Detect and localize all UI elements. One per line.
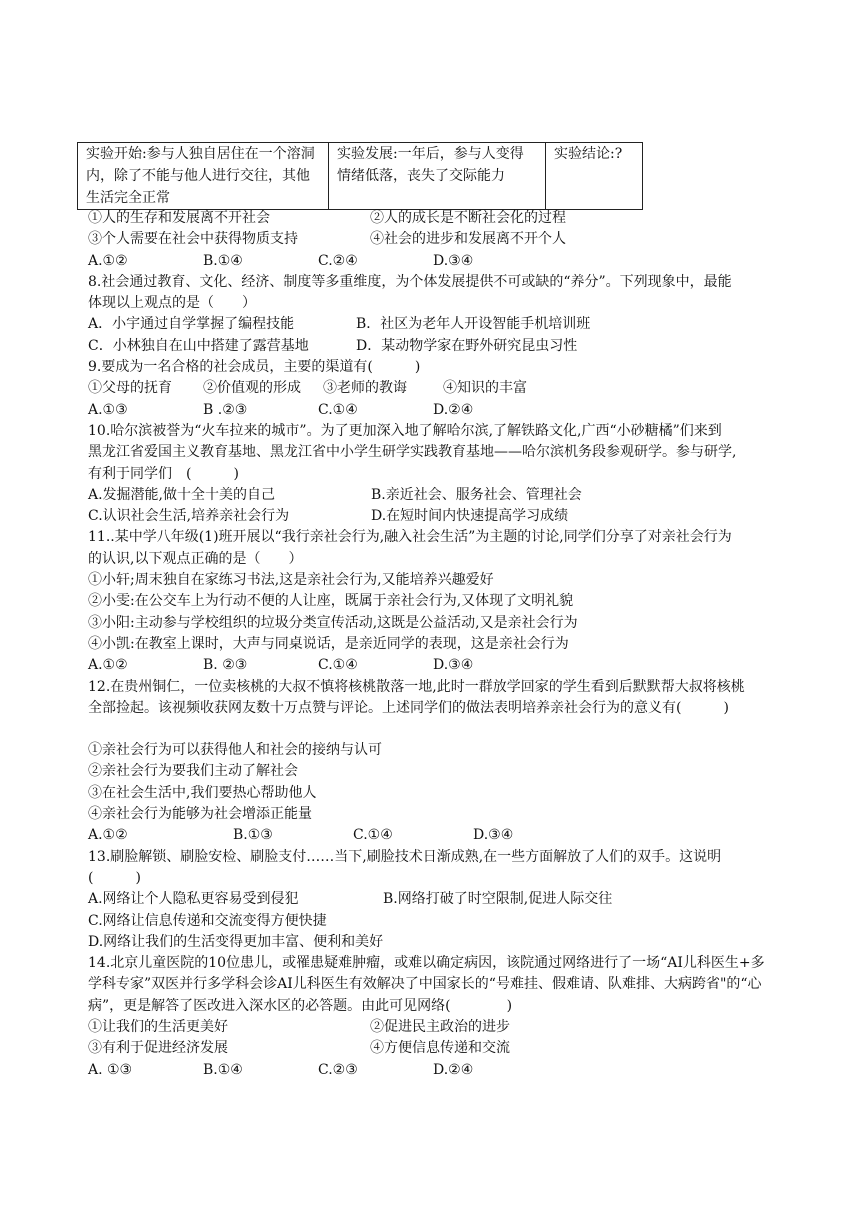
line-segment: B.①④ <box>203 252 243 269</box>
line-segment: D.③④ <box>473 827 514 844</box>
text-line <box>88 527 788 548</box>
text-line <box>88 974 788 995</box>
line-segment: ②促进民主政治的进步 <box>370 1018 510 1035</box>
line-segment: B.亲近社会、服务社会、管理社会 <box>371 486 582 503</box>
line-segment: ④知识的丰富 <box>443 380 527 397</box>
text-line <box>88 847 788 868</box>
text-line <box>88 1038 788 1059</box>
text-line <box>88 996 788 1017</box>
text-line <box>88 314 788 335</box>
line-segment: ④亲社会行为能够为社会增添正能量 <box>88 806 312 823</box>
text-line <box>88 655 788 676</box>
line-segment: B．社区为老年人开设智能手机培训班 <box>356 316 591 333</box>
text-line <box>88 889 788 910</box>
line-segment: D．某动物学家在野外研究昆虫习性 <box>356 337 578 354</box>
line-segment: ①让我们的生活更美好 <box>88 1018 228 1035</box>
line-segment: B.①④ <box>203 1061 243 1078</box>
text-line <box>88 229 788 250</box>
line-segment: B. ②③ <box>203 657 248 674</box>
line-segment: C．小林独自在山中搭建了露营基地 <box>88 337 309 354</box>
text-line <box>88 677 788 698</box>
line-segment: 的认识,以下观点正确的是（ ） <box>88 550 303 567</box>
text-line <box>88 357 788 378</box>
line-segment: D.②④ <box>433 401 474 418</box>
line-segment: ③个人需要在社会中获得物质支持 <box>88 231 298 248</box>
line-segment: ②人的成长是不断社会化的过程 <box>370 210 566 226</box>
line-segment: A．小宇通过自学掌握了编程技能 <box>88 316 295 333</box>
line-segment: C.①④ <box>318 401 358 418</box>
line-segment: 9.要成为一名合格的社会成员，主要的渠道有( ) <box>88 359 421 376</box>
text-line <box>88 698 788 719</box>
experiment-table <box>77 142 643 210</box>
line-segment: B.①③ <box>233 827 273 844</box>
line-segment: 病”，更是解答了医改进入深水区的必答题。由此可见网络( ) <box>88 997 513 1014</box>
text-line <box>88 740 788 761</box>
text-line <box>88 400 788 421</box>
line-segment: ③在社会生活中,我们要热心帮助他人 <box>88 784 317 801</box>
line-segment: A.①② <box>88 657 128 674</box>
line-segment: 黑龙江省爱国主义教育基地、黑龙江省中小学生研学实践教育基地——哈尔滨机务段参观研学。参与研学, <box>88 444 737 461</box>
text-line <box>88 570 788 591</box>
line-segment: A.①② <box>88 827 128 844</box>
line-segment: 12.在贵州铜仁，一位卖核桃的大叔不慎将核桃散落一地,此时一群放学回家的学生看到后默默帮大叔将核桃 <box>88 678 745 695</box>
text-line <box>88 868 788 889</box>
line-segment: D.③④ <box>433 657 474 674</box>
text-line <box>88 251 788 272</box>
line-segment: A. ①③ <box>88 1061 133 1078</box>
line-segment: ①小轩;周末独自在家练习书法,这是亲社会行为,又能培养兴趣爱好 <box>88 572 494 589</box>
line-segment: ③有利于促进经济发展 <box>88 1040 228 1057</box>
line-segment: ( ) <box>88 869 141 886</box>
line-segment: D.网络让我们的生活变得更加丰富、便利和美好 <box>88 933 384 950</box>
line-segment: 10.哈尔滨被誉为“火车拉来的城市”。为了更加深入地了解哈尔滨,了解铁路文化,广西“小砂糖橘”们来到 <box>88 422 722 439</box>
text-line <box>88 634 788 655</box>
text-line <box>88 613 788 634</box>
text-line <box>88 761 788 782</box>
text-line <box>88 336 788 357</box>
line-segment: ①人的生存和发展离不开社会 <box>88 210 270 226</box>
line-segment: 全部捡起。该视频收获网友数十万点赞与评论。上述同学们的做法表明培养亲社会行为的意义有( ) <box>88 699 729 716</box>
line-segment: ③小阳:主动参与学校组织的垃圾分类宣传活动,这既是公益活动,又是亲社会行为 <box>88 614 578 631</box>
text-line <box>88 485 788 506</box>
text-line <box>88 911 788 932</box>
line-segment: A.网络让个人隐私更容易受到侵犯 <box>88 891 299 908</box>
line-segment: 体现以上观点的是（ ） <box>88 295 256 312</box>
line-segment: A.①② <box>88 252 128 269</box>
line-segment: 14.北京儿童医院的10位患儿，或罹患疑难肿瘤，或难以确定病因，该院通过网络进行了一场“AI儿科医生+多 <box>88 955 765 972</box>
text-line <box>88 1017 788 1038</box>
line-segment: A.①③ <box>88 401 128 418</box>
text-line <box>88 378 788 399</box>
line-segment: A.发掘潜能,做十全十美的自己 <box>88 486 276 503</box>
line-segment: 学科专家”双医并行多学科会诊AI儿科医生有效解决了中国家长的“号难挂、假难请、队难排、大病跨省"的“心 <box>88 976 762 993</box>
line-segment: D.②④ <box>433 1061 474 1078</box>
line-segment: C.②③ <box>318 1061 358 1078</box>
text-line <box>88 804 788 825</box>
line-segment: ②小雯:在公交车上为行动不便的人让座，既属于亲社会行为,又体现了文明礼貌 <box>88 593 574 610</box>
line-segment: ①父母的抚育 <box>88 380 172 397</box>
line-segment: C.①④ <box>318 657 358 674</box>
line-segment: 11..某中学八年级(1)班开展以“我行亲社会行为,融入社会生活”为主题的讨论,同学们分享了对亲社会行为 <box>88 529 732 546</box>
line-segment: ②亲社会行为要我们主动了解社会 <box>88 763 298 780</box>
text-line <box>88 825 788 846</box>
line-segment: ③老师的教诲 <box>323 380 407 397</box>
line-segment: C.①④ <box>353 827 393 844</box>
line-segment: ④小凯:在教室上课时，大声与同桌说话，是亲近同学的表现，这是亲社会行为 <box>88 635 569 652</box>
question-content <box>88 208 788 1081</box>
line-segment: B.网络打破了时空限制,促进人际交往 <box>383 891 613 908</box>
text-line <box>88 783 788 804</box>
text-line <box>88 953 788 974</box>
line-segment: C.认识社会生活,培养亲社会行为 <box>88 508 290 525</box>
experiment-start-cell: 实验开始:参与人独自居住在一个溶洞内，除了不能与他人进行交往，其他生活完全正常 <box>78 143 329 210</box>
line-segment: D.③④ <box>433 252 474 269</box>
text-line <box>88 932 788 953</box>
line-segment: ①亲社会行为可以获得他人和社会的接纳与认可 <box>88 742 382 759</box>
line-segment: 8.社会通过教育、文化、经济、制度等多重维度，为个体发展提供不可或缺的“养分”。下列现象中，最能 <box>88 273 732 290</box>
text-line <box>88 421 788 442</box>
text-line <box>88 272 788 293</box>
line-segment: B .②③ <box>203 401 248 418</box>
text-line <box>88 506 788 527</box>
text-line <box>88 442 788 463</box>
line-segment: ②价值观的形成 <box>203 380 301 397</box>
blank-line <box>88 719 788 740</box>
text-line <box>88 208 788 229</box>
text-line <box>88 591 788 612</box>
text-line <box>88 464 788 485</box>
line-segment: ④方便信息传递和交流 <box>370 1040 510 1057</box>
text-line <box>88 549 788 570</box>
text-line <box>88 1060 788 1081</box>
line-segment: ④社会的进步和发展离不开个人 <box>370 231 566 248</box>
line-segment: C.网络让信息传递和交流变得方便快捷 <box>88 912 327 929</box>
line-segment: 13.刷脸解锁、刷脸安检、刷脸支付……当下,刷脸技术日渐成熟,在一些方面解放了人们的双手。这说明 <box>88 848 722 865</box>
experiment-conclusion-cell: 实验结论:? <box>546 143 643 210</box>
line-segment: 有利于同学们 ( ) <box>88 465 239 482</box>
experiment-progress-cell: 实验发展:一年后，参与人变得情绪低落，丧失了交际能力 <box>329 143 546 210</box>
line-segment: C.②④ <box>318 252 358 269</box>
line-segment: D.在短时间内快速提高学习成绩 <box>371 508 569 525</box>
text-line <box>88 293 788 314</box>
